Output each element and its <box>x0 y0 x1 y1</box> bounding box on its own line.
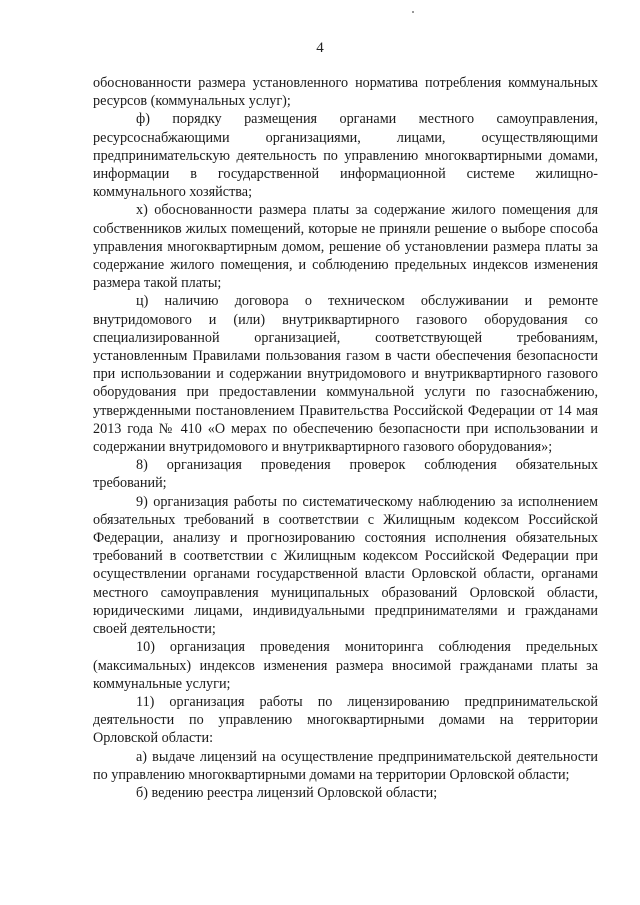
paragraph: х) обоснованности размера платы за содержание жилого помещения для собственников жилых помещений, которые не приняли решение о выборе способа управления многоквартирным домом, решение об установлении размера платы за содержание жилого помещения, и соблюдению предельных индексов изменения размера такой платы; <box>93 202 598 292</box>
paragraph: ф) порядку размещения органами местного самоуправления, ресурсоснабжающими организациями, лицами, осуществляющими предпринимательскую деятельность по управлению многоквартирными домами, информации в государственной информационной системе жилищно-коммунального хозяйства; <box>93 111 598 201</box>
paragraph: а) выдаче лицензий на осуществление предпринимательской деятельности по управлению многоквартирными домами на территории Орловской области; <box>93 748 598 783</box>
paragraph: обоснованности размера установленного норматива потребления коммунальных ресурсов (коммунальных услуг); <box>93 75 598 110</box>
paragraph: ц) наличию договора о техническом обслуживании и ремонте внутридомового и (или) внутриквартирного газового оборудования со специализированной организацией, соответствующей требованиям, установленным Правилами пользования газом в части обеспечения безопасности при использовании и содержании внутридомового и внутриквартирного газового оборудования при предоставлении коммунальной услуги по газоснабжению, утвержденными постановлением Правительства Российской Федерации от 14 мая 2013 года № 410 «О мерах по обеспечению безопасности при использовании и содержании внутридомового и внутриквартирного газового оборудования»; <box>93 293 598 456</box>
paragraph: 10) организация проведения мониторинга соблюдения предельных (максимальных) индексов изменения размера вносимой гражданами платы за коммунальные услуги; <box>93 639 598 692</box>
paragraph: 9) организация работы по систематическому наблюдению за исполнением обязательных требований в соответствии с Жилищным кодексом Российской Федерации, анализу и прогнозированию состояния исполнения обязательных требований в соответствии с Жилищным кодексом Российской Федерации при осуществлении органами государственной власти Орловской области, органами местного самоуправления муниципальных образований Орловской области, юридическими лицами, индивидуальными предпринимателями и гражданами своей деятельности; <box>93 493 598 638</box>
paragraph: 8) организация проведения проверок соблюдения обязательных требований; <box>93 457 598 492</box>
paragraph: б) ведению реестра лицензий Орловской области; <box>136 784 438 801</box>
paragraph: 11) организация работы по лицензированию предпринимательской деятельности по управлению многоквартирными домами на территории Орловской области: <box>93 693 598 747</box>
page-number: 4 <box>316 40 324 56</box>
document-body <box>93 74 598 802</box>
scan-speck <box>412 11 414 13</box>
